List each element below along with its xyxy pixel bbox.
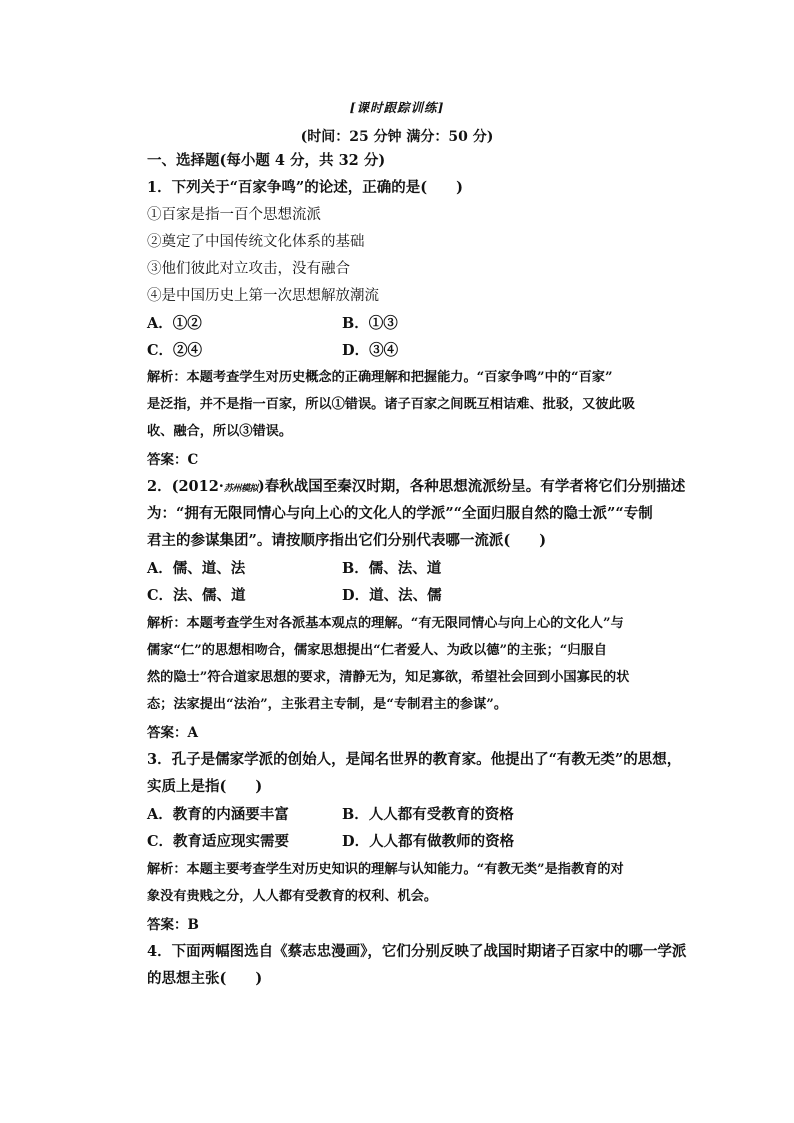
q1-stem: 1．下列关于“百家争鸣”的论述，正确的是( ) bbox=[147, 179, 463, 196]
q3-option-c: C．教育适应现实需要 bbox=[147, 833, 290, 850]
q4-stem: 4．下面两幅图选自《蔡志忠漫画》，它们分别反映了战国时期诸子百家中的哪一学派 bbox=[147, 943, 687, 960]
q2-option-a: A．儒、道、法 bbox=[147, 560, 246, 577]
q3-stem: 实质上是指( ) bbox=[147, 778, 263, 795]
q1-analysis: 解析：本题考查学生对历史概念的正确理解和把握能力。“百家争鸣”中的“百家” bbox=[147, 370, 613, 385]
q2-stem-line: 为：“拥有无限同情心与向上心的文化人的学派”“全面归服自然的隐士派”“专制 bbox=[147, 505, 653, 522]
q3-option-d: D．人人都有做教师的资格 bbox=[342, 833, 515, 850]
q3-analysis: 象没有贵贱之分，人人都有受教育的权利、机会。 bbox=[147, 889, 438, 904]
q2-option-b: B．儒、法、道 bbox=[342, 560, 442, 577]
q2-stem-text: )春秋战国至秦汉时期，各种思想流派纷呈。有学者将它们分别描述 bbox=[257, 478, 686, 495]
q2-option-d: D．道、法、儒 bbox=[342, 587, 442, 604]
page-title: [课时跟踪训练] bbox=[349, 100, 445, 115]
q1-item: ③他们彼此对立攻击，没有融合 bbox=[147, 261, 350, 277]
q1-item: ①百家是指一百个思想流派 bbox=[147, 207, 321, 223]
q2-stem-line: 君主的参谋集团”。请按顺序指出它们分别代表哪一流派( ) bbox=[147, 532, 547, 549]
q2-stem bbox=[147, 477, 685, 499]
q1-option-b: B．①③ bbox=[342, 315, 398, 332]
q2-number: 2．(2012· bbox=[147, 478, 224, 495]
q1-option-c: C．②④ bbox=[147, 342, 203, 359]
q1-item: ②奠定了中国传统文化体系的基础 bbox=[147, 234, 365, 250]
q1-item: ④是中国历史上第一次思想解放潮流 bbox=[147, 288, 379, 304]
q2-source: 苏州模拟 bbox=[223, 484, 258, 494]
q2-analysis: 然的隐士”符合道家思想的要求，清静无为，知足寡欲，希望社会回到小国寡民的状 bbox=[147, 670, 630, 685]
q4-stem: 的思想主张( ) bbox=[147, 970, 263, 987]
q3-option-a: A．教育的内涵要丰富 bbox=[147, 806, 289, 823]
q2-option-c: C．法、儒、道 bbox=[147, 587, 246, 604]
q1-option-d: D．③④ bbox=[342, 342, 399, 359]
q2-answer: 答案：A bbox=[147, 725, 198, 741]
q3-stem: 3．孔子是儒家学派的创始人，是闻名世界的教育家。他提出了“有教无类”的思想， bbox=[147, 751, 682, 768]
time-score-info: (时间：25 分钟 满分：50 分) bbox=[300, 129, 494, 145]
q2-analysis: 儒家“仁”的思想相吻合，儒家思想提出“仁者爱人、为政以德”的主张；“归服自 bbox=[147, 643, 607, 658]
q3-analysis: 解析：本题主要考查学生对历史知识的理解与认知能力。“有教无类”是指教育的对 bbox=[147, 862, 624, 877]
q1-analysis: 是泛指，并不是指一百家，所以①错误。诸子百家之间既互相诘难、批驳，又彼此吸 bbox=[147, 397, 635, 412]
q1-analysis: 收、融合，所以③错误。 bbox=[147, 424, 293, 439]
section-heading: 一、选择题(每小题 4 分，共 32 分) bbox=[147, 152, 386, 169]
q2-analysis: 态；法家提出“法治”，主张君主专制，是“专制君主的参谋”。 bbox=[147, 697, 508, 712]
q2-analysis: 解析：本题考查学生对各派基本观点的理解。“有无限同情心与向上心的文化人”与 bbox=[147, 616, 624, 631]
q3-option-b: B．人人都有受教育的资格 bbox=[342, 806, 514, 823]
q3-answer: 答案：B bbox=[147, 917, 199, 933]
q1-option-a: A．①② bbox=[147, 315, 202, 332]
q1-answer: 答案：C bbox=[147, 452, 199, 468]
